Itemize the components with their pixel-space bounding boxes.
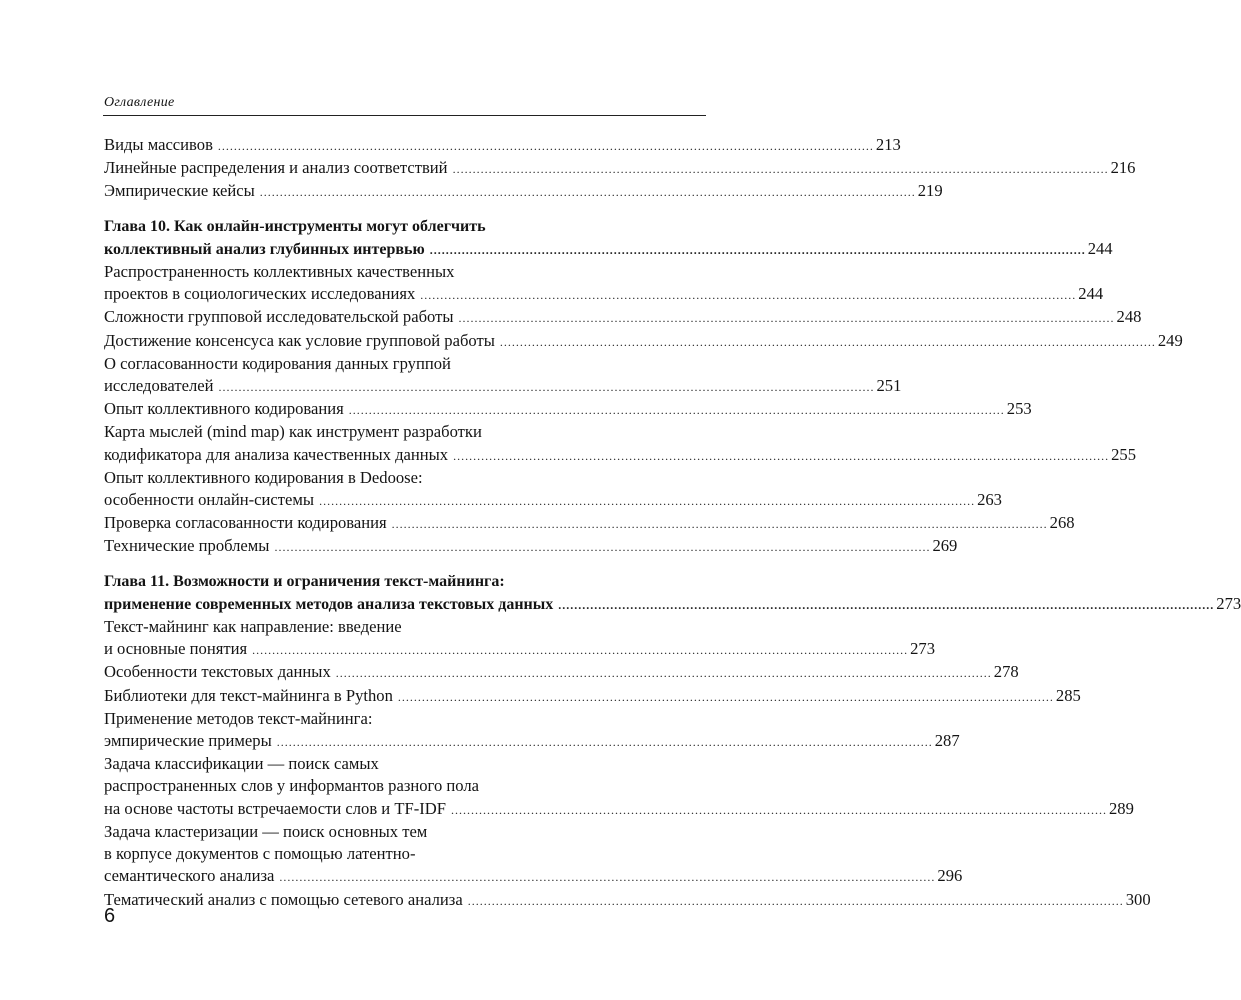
toc-entry[interactable]: Проверка согласованности кодирования .................................................................................................................................................................... 268 (104, 512, 706, 535)
toc-entry-page: 300 (1125, 889, 1151, 909)
toc-entry-page: 268 (1049, 513, 1075, 533)
chapter-title-line: Глава 11. Возможности и ограничения текст-майнинга: (104, 572, 505, 590)
chapter-title-line: применение современных методов анализа текстовых данных (104, 595, 554, 613)
toc-entry-title: Эмпирические кейсы (104, 181, 255, 201)
toc-entry-title: Виды массивов (104, 135, 213, 154)
toc-entry[interactable]: Текст-майнинг как направление: введение и основные понятия .................................................................................................................................................................... 273 (104, 616, 706, 661)
toc-entry-page: 219 (917, 181, 943, 201)
toc-entry-page: 248 (1116, 307, 1142, 327)
toc-entry[interactable]: Особенности текстовых данных .................................................................................................................................................................... 278 (104, 661, 706, 684)
toc-entry-page: 253 (1006, 399, 1032, 419)
chapter-title-line: Глава 10. Как онлайн-инструменты могут облегчить (104, 217, 486, 235)
page-number: 6 (104, 905, 116, 927)
chapter-title-line: коллективный анализ глубинных интервью (104, 240, 425, 258)
toc-entry[interactable]: Задача кластеризации — поиск основных тем в корпусе документов с помощью латентно- семантического анализа .................................................................................................................................................................... 296 (104, 821, 706, 889)
toc-entry-page: 216 (1110, 158, 1136, 178)
toc-entry[interactable]: Виды массивов .................................................................................................................................................................... 213 (104, 134, 706, 157)
toc-entry[interactable]: Сложности групповой исследовательской работы .................................................................................................................................................................... 248 (104, 306, 706, 329)
toc-entry-page: 263 (977, 490, 1002, 510)
toc-entry[interactable]: Опыт коллективного кодирования в Dedoose: особенности онлайн-системы .................................................................................................................................................................... 263 (104, 467, 706, 512)
toc-entry[interactable]: Распространенность коллективных качественных проектов в социологических исследованиях .................................................................................................................................................................... 244 (104, 261, 706, 306)
running-head: Оглавление (104, 95, 175, 110)
toc-entry[interactable]: Технические проблемы .................................................................................................................................................................... 269 (104, 535, 706, 558)
toc-entry-page: 249 (1157, 330, 1183, 350)
toc-entry-page: 255 (1111, 444, 1136, 464)
toc-entry-page: 285 (1055, 685, 1081, 705)
toc-chapter-11[interactable]: Глава 11. Возможности и ограничения текст-майнинга: применение современных методов анализа текстовых данных .................................................................................................................................................................... 273 (104, 571, 706, 616)
toc-entry-title: Линейные распределения и анализ соответствий (104, 158, 448, 178)
toc-entry[interactable]: Библиотеки для текст-майнинга в Python .................................................................................................................................................................... 285 (104, 685, 706, 708)
toc-entry-page: 296 (937, 866, 963, 886)
toc-entry[interactable]: Достижение консенсуса как условие групповой работы .................................................................................................................................................................... 249 (104, 330, 706, 353)
toc-entry-page: 278 (993, 662, 1019, 682)
toc-entry-page: 269 (932, 536, 958, 556)
toc-entry-page: 244 (1078, 284, 1104, 304)
toc-entry-page: 251 (876, 376, 902, 396)
toc-entry[interactable]: Задача классификации — поиск самых распространенных слов у информантов разного пола на основе частоты встречаемости слов и TF-IDF .................................................................................................................................................................... 289 (104, 753, 706, 821)
toc-entry[interactable]: Тематический анализ с помощью сетевого анализа .................................................................................................................................................................... 300 (104, 889, 706, 912)
toc-entry-page: 244 (1087, 238, 1113, 258)
toc-entry[interactable]: Линейные распределения и анализ соответствий .................................................................................................................................................................... 216 (104, 157, 706, 180)
toc-entry-page: 289 (1108, 798, 1134, 818)
toc-entry[interactable]: О согласованности кодирования данных группой исследователей .................................................................................................................................................................... 251 (104, 353, 706, 398)
toc-entry-page: 273 (910, 639, 936, 659)
toc-entry-page: 273 (1216, 593, 1241, 613)
toc-chapter-10[interactable]: Глава 10. Как онлайн-инструменты могут облегчить коллективный анализ глубинных интервью .................................................................................................................................................................... 244 (104, 216, 706, 261)
toc-entry[interactable]: Применение методов текст-майнинга: эмпирические примеры .................................................................................................................................................................... 287 (104, 708, 706, 753)
table-of-contents (104, 134, 1241, 912)
toc-entry[interactable]: Опыт коллективного кодирования .................................................................................................................................................................... 253 (104, 398, 706, 421)
toc-entry[interactable]: Эмпирические кейсы .................................................................................................................................................................... 219 (104, 180, 706, 203)
toc-entry[interactable]: Карта мыслей (mind map) как инструмент разработки кодификатора для анализа качественных данных .................................................................................................................................................................... 255 (104, 421, 706, 466)
toc-entry-page: 213 (875, 135, 901, 154)
toc-entry-page: 287 (934, 731, 960, 751)
header-rule (103, 115, 706, 116)
